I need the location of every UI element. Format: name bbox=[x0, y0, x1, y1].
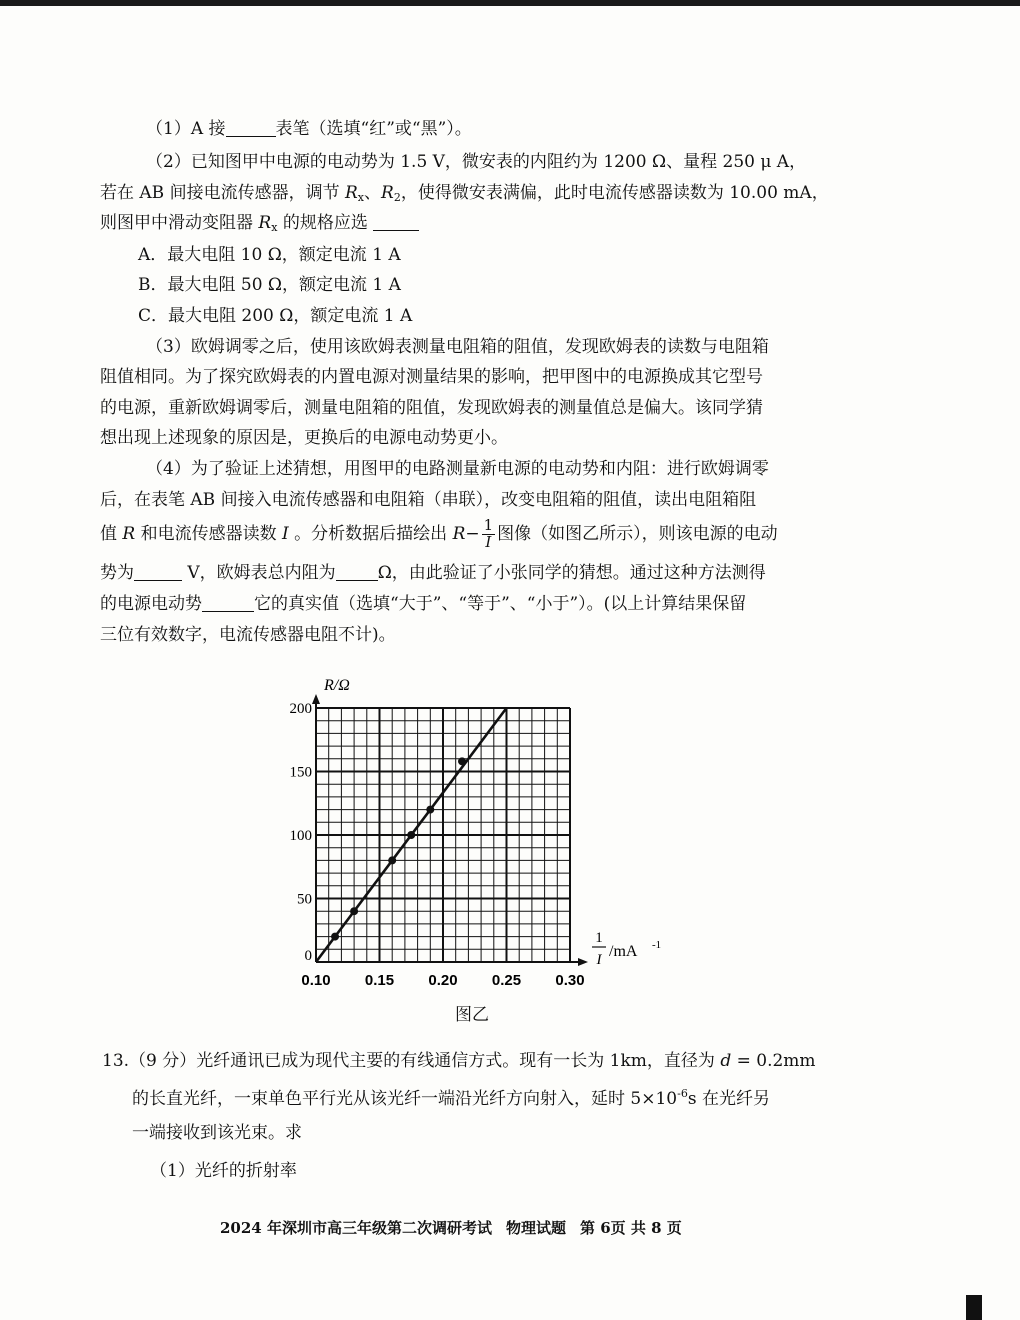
x-axis-label-unit-exponent: -1 bbox=[652, 939, 662, 951]
y-tick-label: 0 bbox=[304, 948, 312, 964]
y-tick-label: 50 bbox=[297, 891, 312, 908]
q12-part3-line1: （3）欧姆调零之后，使用该欧姆表测量电阻箱的阻值，发现欧姆表的读数与电阻箱 bbox=[146, 337, 769, 357]
q13-line1: 13.（9 分）光纤通讯已成为现代主要的有线通信方式。现有一长为 1km，直径为 d = 0.2mm bbox=[102, 1051, 816, 1071]
x-axis-arrow bbox=[578, 958, 588, 966]
r-vs-inverse-i-chart bbox=[270, 670, 690, 1000]
x-tick-label: 0.20 bbox=[428, 972, 458, 989]
q12-part1 bbox=[146, 118, 472, 142]
q12-part1-text-a: （1）A 接 bbox=[146, 119, 226, 139]
x-tick-label: 0.15 bbox=[364, 972, 395, 989]
y-tick-label: 150 bbox=[289, 764, 312, 781]
q13-sub1: （1）光纤的折射率 bbox=[150, 1161, 297, 1181]
data-point bbox=[331, 933, 339, 941]
footer-page-number: 第 6页 共 8 页 bbox=[580, 1219, 682, 1237]
answer-blank-rheostat[interactable] bbox=[373, 213, 419, 231]
data-point bbox=[388, 856, 396, 864]
q12-part2-line3: 则图甲中滑动变阻器 $R_x$ 的规格应选 bbox=[100, 212, 419, 236]
y-axis-label: R/Ω bbox=[324, 677, 350, 694]
q12-part3-line2: 阻值相同。为了探究欧姆表的内置电源对测量结果的影响，把甲图中的电源换成其它型号 bbox=[100, 367, 763, 387]
chart-axes bbox=[312, 694, 588, 966]
q12-part2-line2: 若在 AB 间接电流传感器，调节 $R_x$、$R_2$，使得微安表满偏，此时电流传感器读数为 10.00 mA， bbox=[100, 183, 829, 204]
x-tick-label: 0.25 bbox=[491, 972, 522, 989]
q12-part2-line1: （2）已知图甲中电源的电动势为 1.5 V，微安表的内阻约为 1200 Ω、量程 250 μ A， bbox=[146, 152, 807, 172]
y-tick-label: 200 bbox=[289, 701, 312, 717]
footer-subject: 物理试题 bbox=[505, 1219, 566, 1237]
data-point bbox=[407, 831, 415, 839]
option-a: A．最大电阻 10 Ω，额定电流 1 A bbox=[138, 245, 401, 265]
data-point bbox=[458, 757, 466, 765]
q12-part3-line4: 想出现上述现象的原因是，更换后的电源电动势更小。 bbox=[100, 428, 508, 448]
footer-exam-title: 2024 年深圳市高三年级第二次调研考试 bbox=[220, 1219, 492, 1237]
q12-part4-line6: 三位有效数字，电流传感器电阻不计)。 bbox=[100, 625, 396, 645]
x-axis-label-numerator: 1 bbox=[595, 930, 603, 946]
answer-blank-emf[interactable] bbox=[134, 563, 182, 581]
x-tick-label: 0.30 bbox=[555, 972, 585, 989]
page-footer bbox=[220, 1218, 696, 1239]
q13-line2: 的长直光纤，一束单色平行光从该光纤一端沿光纤方向射入，延时 $5\times 10^{-6}s$ 在光纤另 bbox=[132, 1087, 770, 1109]
q12-part4-line1: （4）为了验证上述猜想，用图甲的电路测量新电源的电动势和内阻：进行欧姆调零 bbox=[146, 459, 769, 479]
one-over-i-fraction: $\frac{1}{I}$ bbox=[483, 516, 494, 551]
data-point bbox=[350, 907, 358, 915]
q12-part4-line3: 值 R 和电流传感器读数 I 。分析数据后描绘出 R− $\frac{1}{I}$ 图像（如图乙所示），则该电源的电动 bbox=[100, 516, 778, 551]
scan-corner-mark bbox=[966, 1295, 982, 1320]
y-tick-label: 100 bbox=[289, 828, 312, 844]
option-c: C．最大电阻 200 Ω，额定电流 1 A bbox=[138, 306, 413, 326]
q12-part4-line2: 后，在表笔 AB 间接入电流传感器和电阻箱（串联），改变电阻箱的阻值，读出电阻箱阻 bbox=[100, 490, 757, 510]
q12-part4-line4: 势为 V，欧姆表总内阻为 Ω，由此验证了小张同学的猜想。通过这种方法测得 bbox=[100, 563, 766, 583]
answer-blank-probe[interactable] bbox=[226, 119, 276, 137]
scan-top-edge bbox=[0, 0, 1020, 6]
option-b: B．最大电阻 50 Ω，额定电流 1 A bbox=[138, 275, 401, 295]
answer-blank-resistance[interactable] bbox=[336, 563, 378, 581]
x-tick-label: 0.10 bbox=[301, 972, 331, 989]
x-axis-label-unit: /mA bbox=[609, 943, 638, 960]
x-axis-label-denominator: I bbox=[596, 952, 602, 968]
y-axis-arrow bbox=[312, 694, 320, 704]
q12-part4-line5: 的电源电动势 它的真实值（选填“大于”、“等于”、“小于”）。(以上计算结果保留 bbox=[100, 594, 747, 614]
q12-part1-text-b: 表笔（选填“红”或“黑”）。 bbox=[275, 119, 472, 139]
tick-labels bbox=[290, 701, 585, 989]
figure-caption: 图乙 bbox=[455, 1005, 489, 1025]
answer-blank-compare[interactable] bbox=[202, 594, 254, 612]
data-point bbox=[426, 806, 434, 814]
q13-line3: 一端接收到该光束。求 bbox=[132, 1123, 302, 1143]
q12-part3-line3: 的电源，重新欧姆调零后，测量电阻箱的阻值，发现欧姆表的测量值总是偏大。该同学猜 bbox=[100, 398, 763, 418]
